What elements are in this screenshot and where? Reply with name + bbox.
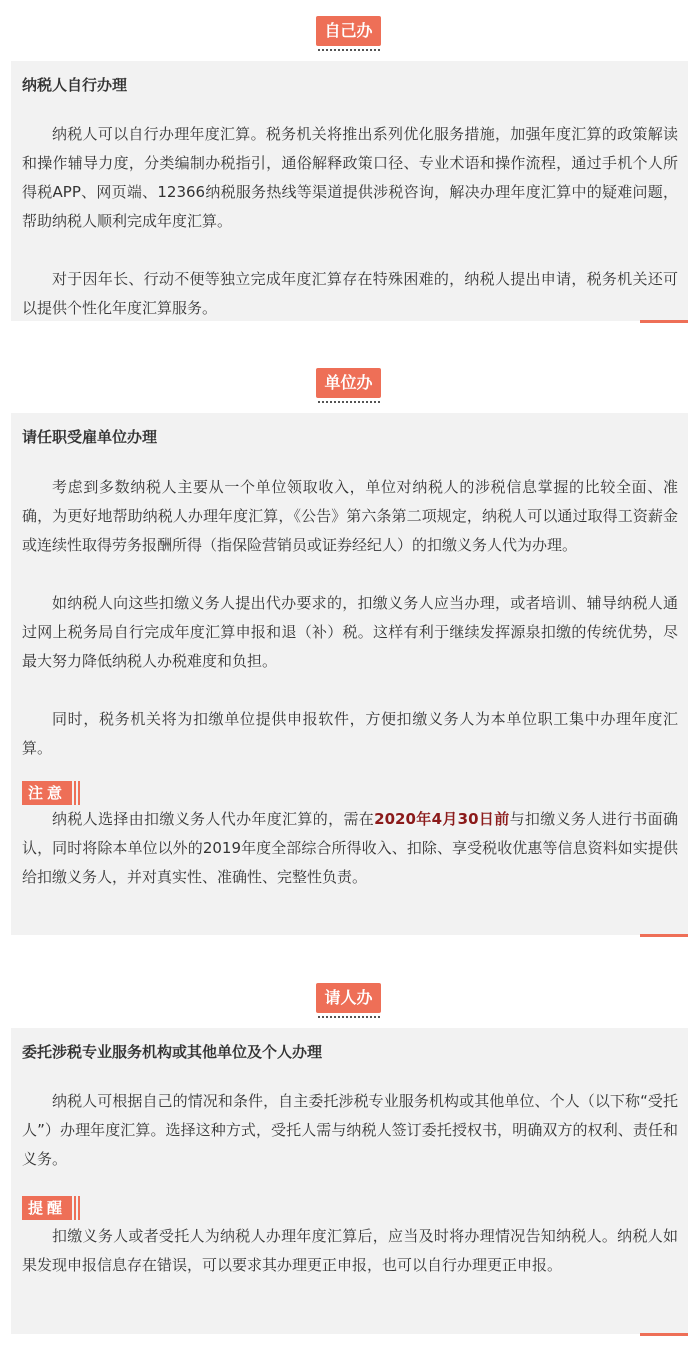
section2-tag-wrap — [0, 368, 697, 403]
section2-note-badge — [22, 781, 80, 805]
section3-card — [11, 1028, 688, 1334]
section2-note-highlight: 2020年4月30日前 — [374, 810, 510, 828]
section3-title: 委托涉税专业服务机构或其他单位及个人办理 — [22, 1043, 323, 1061]
section3-note-bar-1 — [74, 1196, 76, 1220]
section2-accent-bar — [640, 934, 688, 937]
section1-title: 纳税人自行办理 — [22, 76, 128, 94]
section1-paragraph-1: 纳税人可以自行办理年度汇算。税务机关将推出系列优化服务措施，加强年度汇算的政策解读和操作辅导力度，分类编制办税指引，通俗解释政策口径、专业术语和操作流程，通过手机个人所得税APP、网页端、12366纳税服务热线等渠道提供涉税咨询，解决办理年度汇算中的疑难问题，帮助纳税人顺利完成年度汇算。 — [22, 125, 678, 230]
section2-note-paragraph — [22, 805, 678, 892]
section3-note-paragraph: 扣缴义务人或者受托人为纳税人办理年度汇算后，应当及时将办理情况告知纳税人。纳税人如果发现申报信息存在错误，可以要求其办理更正申报，也可以自行办理更正申报。 — [22, 1227, 678, 1274]
section1-card — [11, 61, 688, 321]
section3-paragraph-1: 纳税人可根据自己的情况和条件，自主委托涉税专业服务机构或其他单位、个人（以下称“受托人”）办理年度汇算。选择这种方式，受托人需与纳税人签订委托授权书，明确双方的权利、责任和义务。 — [22, 1092, 678, 1168]
section2-note-label: 注意 — [22, 781, 72, 805]
section3-note-label: 提醒 — [22, 1196, 72, 1220]
section2-tag: 单位办 — [316, 368, 380, 398]
section2-title: 请任职受雇单位办理 — [22, 428, 158, 446]
section3-note-badge — [22, 1196, 80, 1220]
section2-paragraph-2: 如纳税人向这些扣缴义务人提出代办要求的，扣缴义务人应当办理，或者培训、辅导纳税人通过网上税务局自行完成年度汇算申报和退（补）税。这样有利于继续发挥源泉扣缴的传统优势，尽最大努力降低纳税人办税难度和负担。 — [22, 594, 678, 670]
section1-paragraph-2: 对于因年长、行动不便等独立完成年度汇算存在特殊困难的，纳税人提出申请，税务机关还可以提供个性化年度汇算服务。 — [22, 270, 678, 317]
section2-note-bar-1 — [74, 781, 76, 805]
section2-note-text-after: 与扣缴义务人进行书面确认，同时将除本单位以外的2019年度全部综合所得收入、扣除、享受税收优惠等信息资料如实提供给扣缴义务人，并对真实性、准确性、完整性负责。 — [22, 810, 678, 886]
section3-tag-wrap — [0, 983, 697, 1018]
section2-card — [11, 413, 688, 935]
section1-tag-wrap — [0, 16, 697, 51]
section3-accent-bar — [640, 1333, 688, 1336]
section2-paragraph-1: 考虑到多数纳税人主要从一个单位领取收入，单位对纳税人的涉税信息掌握的比较全面、准确，为更好地帮助纳税人办理年度汇算，《公告》第六条第二项规定，纳税人可以通过取得工资薪金或连续性取得劳务报酬所得（指保险营销员或证券经纪人）的扣缴义务人代为办理。 — [22, 478, 678, 554]
section3-tag: 请人办 — [316, 983, 380, 1013]
section2-tag-underline — [318, 401, 380, 403]
section1-accent-bar — [640, 320, 688, 323]
section2-note-heading — [22, 781, 678, 805]
section2-note-text-before: 纳税人选择由扣缴义务人代办年度汇算的，需在 — [52, 810, 375, 828]
section1-tag-underline — [318, 49, 380, 51]
section3-note-bar-2 — [78, 1196, 80, 1220]
section3-tag-underline — [318, 1016, 380, 1018]
section2-paragraph-3: 同时，税务机关将为扣缴单位提供申报软件，方便扣缴义务人为本单位职工集中办理年度汇算。 — [22, 710, 678, 757]
section2-note-bar-2 — [78, 781, 80, 805]
section3-note-heading — [22, 1196, 678, 1220]
section1-tag: 自己办 — [316, 16, 380, 46]
